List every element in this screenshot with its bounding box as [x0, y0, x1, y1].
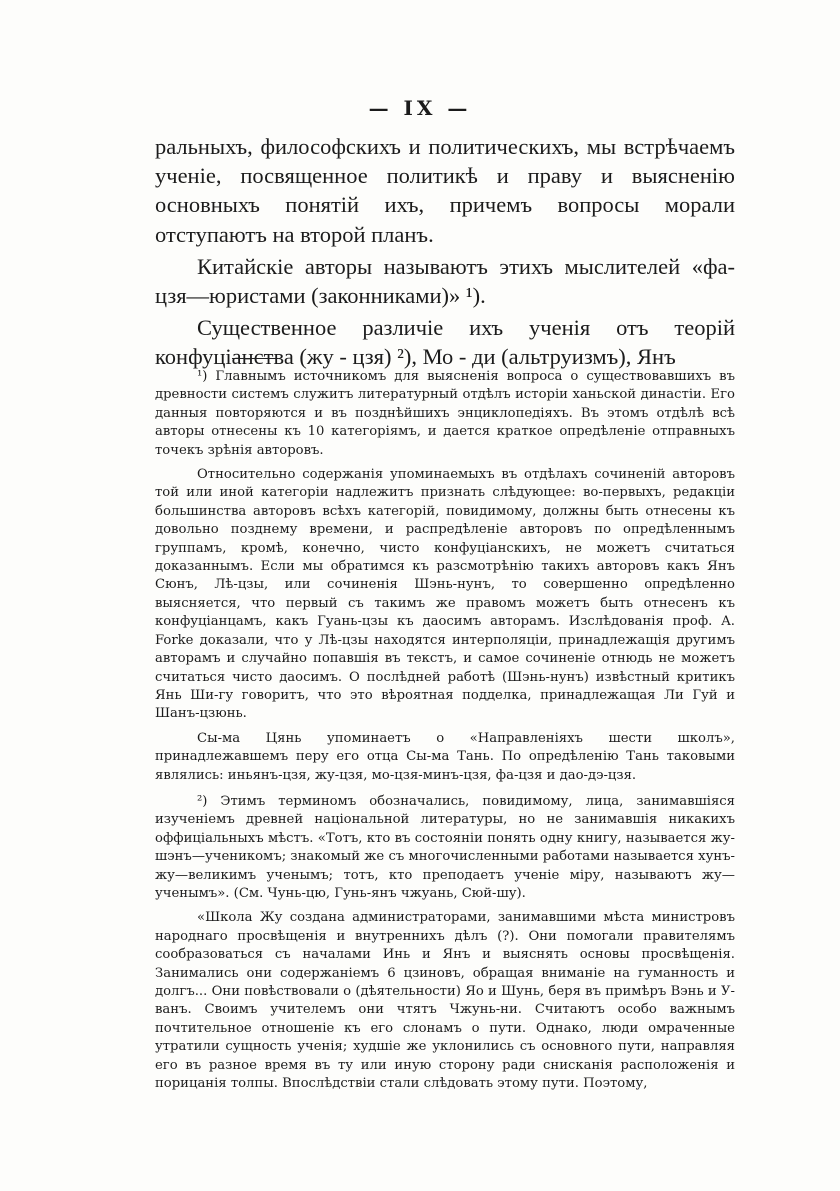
- main-paragraph-3: Существенное различіе ихъ ученія отъ теорій конфуціанства (жу - цзя) ²), Мо - ди (альтруизмъ), Янъ: [155, 315, 735, 370]
- footnote-1-paragraph-1: ¹) Главнымъ источникомъ для выясненія вопроса о существовавшихъ въ древности системъ служитъ литературный отдѣлъ исторіи ханьской династіи. Его данныя повторяются и въ позднѣйшихъ энциклопедіяхъ. Въ этомъ отдѣлѣ всѣ авторы отнесены къ 10 категоріямъ, и дается краткое опредѣленіе отправныхъ точекъ зрѣнія авторовъ.: [155, 369, 735, 458]
- main-paragraph-2: Китайскіе авторы называютъ этихъ мыслителей «фа-цзя—юристами (законниками)» ¹).: [155, 253, 735, 309]
- footnotes: [155, 368, 735, 1093]
- footnote-1-paragraph-2: Относительно содержанія упоминаемыхъ въ отдѣлахъ сочиненій авторовъ той или иной категоріи надлежитъ признать слѣдующее: во-первыхъ, редакціи большинства авторовъ всѣхъ категорій, повидимому, должны быть отнесены къ довольно позднему времени, и распредѣленіе авторовъ по опредѣленнымъ группамъ, кромѣ, конечно, чисто конфуціанскихъ, не можетъ считаться доказаннымъ. Если мы обратимся къ разсмотрѣнію такихъ авторовъ какъ Янъ Сюнъ, Лѣ-цзы, или сочиненія Шэнь-нунъ, то совершенно опредѣленно выясняется, что первый съ такимъ же правомъ можетъ быть отнесенъ къ конфуціанцамъ, какъ Гуань-цзы къ даосимъ авторамъ. Изслѣдованія проф. A. Forke доказали, что у Лѣ-цзы находятся интерполяціи, принадлежащія другимъ авторамъ и случайно попавшія въ текстъ, и самое сочиненіе отнюдь не можетъ считаться чисто даосимъ. О послѣдней работѣ (Шэнь-нунъ) извѣстный критикъ Янь Ши-гу говоритъ, что это вѣроятная подделка, принадлежащая Ли Гуй и Шанъ-цзюнь.: [155, 467, 735, 722]
- footnote-2-paragraph-2: «Школа Жу создана администраторами, занимавшими мѣста министровъ народнаго просвѣщенія и внутреннихъ дѣлъ (?). Они помогали правителямъ сообразоваться съ началами Инь и Янъ и выяснять основы просвѣщенія. Занимались они содержаніемъ 6 цзиновъ, обращая вниманіе на гуманность и долгъ... Они повѣствовали о (дѣятельности) Яо и Шунь, беря въ примѣръ Вэнь и У-ванъ. Своимъ учителемъ они чтятъ Чжунь-ни. Считаютъ особо важнымъ почтительное отношеніе къ его слонамъ о пути. Однако, люди омраченные утратили сущность ученія; худшіе же уклонились съ основного пути, направляя его въ разное время въ ту или иную сторону ради снисканія расположенія и порицанія толпы. Впослѣдствіи стали слѣдовать этому пути. Поэтому,: [155, 910, 735, 1092]
- footnote-divider: [232, 358, 278, 359]
- footnote-2-paragraph-1: ²) Этимъ терминомъ обозначались, повидимому, лица, занимавшіяся изученіемъ древней національной литературы, но не занимавшія никакихъ оффиціальныхъ мѣстъ. «Тотъ, кто въ состояніи понять одну книгу, называется жу-шэнъ—ученикомъ; знакомый же съ многочисленными работами называется хунъ-жу—великимъ ученымъ; тотъ, кто преподаетъ ученіе міру, называютъ жу—ученымъ». (См. Чунь-цю, Гунь-янъ чжуань, Сюй-шу).: [155, 793, 735, 901]
- footnote-1-paragraph-3: Сы-ма Цянь упоминаетъ о «Направленіяхъ шести школъ», принадлежавшемъ перу его отца Сы-ма Тань. По опредѣленію Тань таковыми являлись: иньянъ-цзя, жу-цзя, мо-цзя-минъ-цзя, фа-цзя и дао-дэ-цзя.: [155, 730, 735, 783]
- main-paragraph-1: ральныхъ, философскихъ и политическихъ, мы встрѣчаемъ ученіе, посвященное политикѣ и праву и выясненію основныхъ понятій ихъ, причемъ вопросы морали отступаютъ на второй планъ.: [155, 134, 735, 247]
- page-number: — IX —: [368, 96, 472, 120]
- main-text: [155, 132, 735, 372]
